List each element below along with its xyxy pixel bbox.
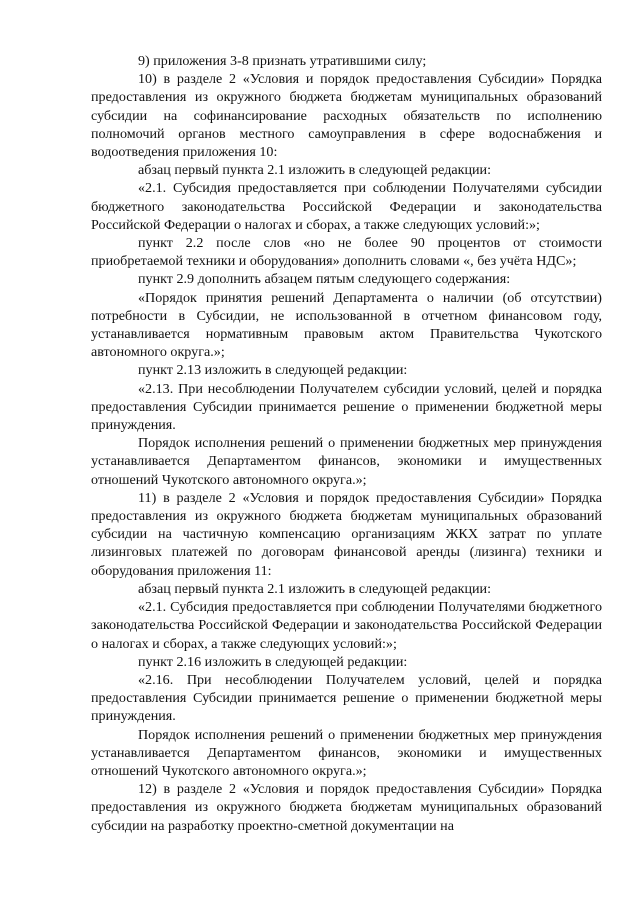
paragraph-quote-2-1-b: «2.1. Субсидия предоставляется при соблюдении Получателями бюджетного законодательства Российской Федерации и законодательства Российской Федерации о налогах и сборах, а также следующих условий:»;	[91, 599, 602, 652]
paragraph-item-12: 12) в разделе 2 «Условия и порядок предоставления Субсидии» Порядка предоставления из окружного бюджета бюджетам муниципальных образований субсидии на разработку проектно-сметной документации на	[91, 781, 602, 834]
paragraph-punkt-2-13: пункт 2.13 изложить в следующей редакции:	[138, 362, 408, 379]
paragraph-item-11: 11) в разделе 2 «Условия и порядок предоставления Субсидии» Порядка предоставления из окружного бюджета бюджетам муниципальных образований субсидии на частичную компенсацию организациям ЖКХ затрат по уплате лизинговых платежей по договорам финансовой аренды (лизинга) техники и оборудования приложения 11:	[91, 489, 602, 579]
paragraph-punkt-2-9: пункт 2.9 дополнить абзацем пятым следующего содержания:	[138, 271, 511, 288]
paragraph-punkt-2-2: пункт 2.2 после слов «но не более 90 процентов от стоимости приобретаемой техники и оборудования» дополнить словами «, без учёта НДС»;	[91, 235, 602, 270]
paragraph-quote-2-13: «2.13. При несоблюдении Получателем субсидии условий, целей и порядка предоставления Субсидии принимается решение о применении бюджетной меры принуждения.	[91, 380, 602, 434]
paragraph-abzac-2-1: абзац первый пункта 2.1 изложить в следующей редакции:	[138, 162, 492, 179]
paragraph-poryadok-ispolneniya-1: Порядок исполнения решений о применении бюджетных мер принуждения устанавливается Департаментом финансов, экономики и имущественных отношений Чукотского автономного округа.»;	[91, 435, 602, 488]
paragraph-poryadok-ispolneniya-2: Порядок исполнения решений о применении бюджетных мер принуждения устанавливается Департаментом финансов, экономики и имущественных отношений Чукотского автономного округа.»;	[91, 726, 602, 779]
paragraph-abzac-2-1-b: абзац первый пункта 2.1 изложить в следующей редакции:	[138, 580, 492, 597]
document-page	[91, 52, 602, 835]
paragraph-item-9: 9) приложения 3-8 признать утратившими силу;	[138, 53, 427, 69]
paragraph-quote-poryadok: «Порядок принятия решений Департамента о наличии (об отсутствии) потребности в Субсидии, не использованной в отчетном финансовом году, устанавливается нормативным правовым актом Правительства Чукотского автономного округа.»;	[91, 289, 602, 361]
paragraph-quote-2-1: «2.1. Субсидия предоставляется при соблюдении Получателями субсидии бюджетного законодательства Российской Федерации и законодательства Российской Федерации о налогах и сборах, а также следующих условий:»;	[91, 180, 602, 233]
paragraph-item-10: 10) в разделе 2 «Условия и порядок предоставления Субсидии» Порядка предоставления из окружного бюджета бюджетам муниципальных образований субсидии на софинансирование расходных обязательств по исполнению полномочий органов местного самоуправления в сфере водоснабжения и водоотведения приложения 10:	[91, 71, 602, 161]
paragraph-quote-2-16: «2.16. При несоблюдении Получателем условий, целей и порядка предоставления Субсидии принимается решение о применении бюджетной меры принуждения.	[91, 671, 602, 725]
paragraph-punkt-2-16: пункт 2.16 изложить в следующей редакции:	[138, 653, 408, 670]
